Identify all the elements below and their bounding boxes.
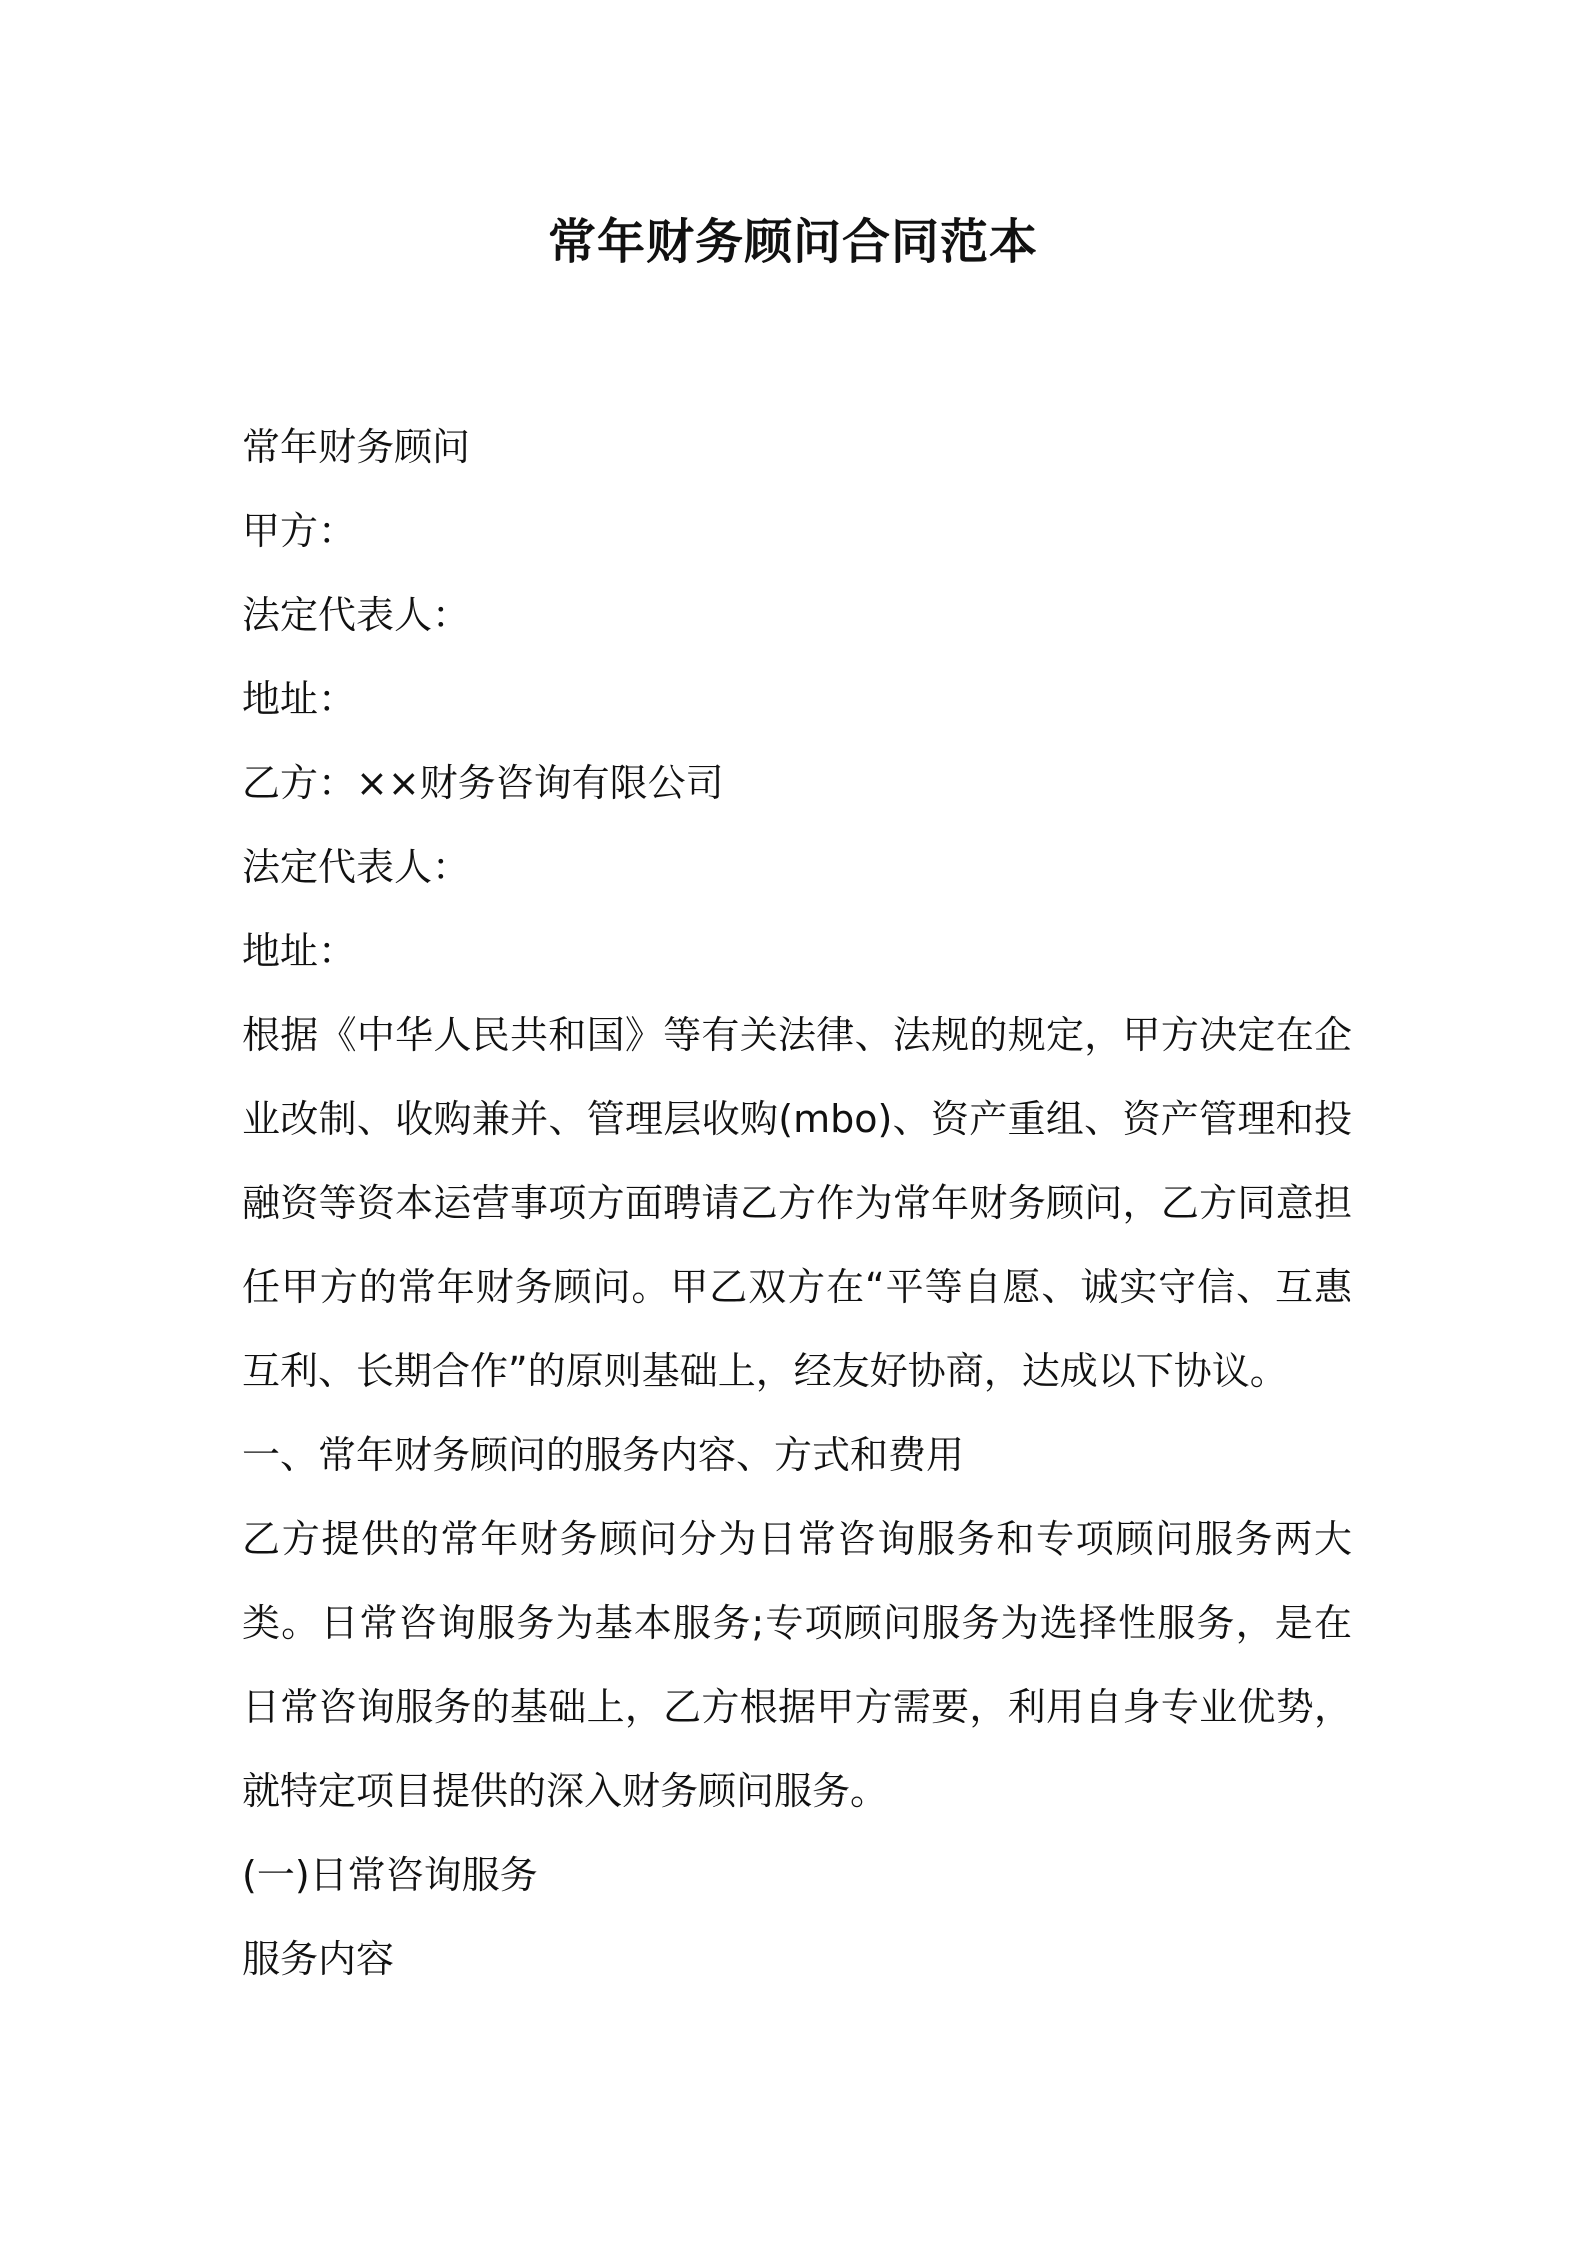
party-a-line: 甲方： — [242, 509, 357, 553]
document-body — [242, 405, 1352, 2001]
subsection-label: 服务内容 — [242, 1937, 395, 1981]
party-b-line: 乙方：××财务咨询有限公司 — [242, 761, 724, 805]
subsection-heading: (一)日常咨询服务 — [242, 1853, 538, 1897]
party-a-address-line: 地址： — [242, 677, 357, 721]
section-heading: 一、常年财务顾问的服务内容、方式和费用 — [242, 1433, 965, 1477]
intro-paragraph: 根据《中华人民共和国》等有关法律、法规的规定，甲方决定在企业改制、收购兼并、管理层收购(mbo)、资产重组、资产管理和投融资等资本运营事项方面聘请乙方作为常年财务顾问，乙方同意担任甲方的常年财务顾问。甲乙双方在“平等自愿、诚实守信、互惠互利、长期合作”的原则基础上，经友好协商，达成以下协议。 — [242, 1013, 1352, 1393]
party-a-representative-line: 法定代表人： — [242, 593, 471, 637]
document-title: 常年财务顾问合同范本 — [547, 214, 1038, 270]
header-line-subject: 常年财务顾问 — [242, 425, 471, 469]
party-b-address-line: 地址： — [242, 929, 357, 973]
party-b-representative-line: 法定代表人： — [242, 845, 471, 889]
section-paragraph: 乙方提供的常年财务顾问分为日常咨询服务和专项顾问服务两大类。日常咨询服务为基本服务;专项顾问服务为选择性服务，是在日常咨询服务的基础上，乙方根据甲方需要，利用自身专业优势，就特定项目提供的深入财务顾问服务。 — [242, 1517, 1352, 1813]
